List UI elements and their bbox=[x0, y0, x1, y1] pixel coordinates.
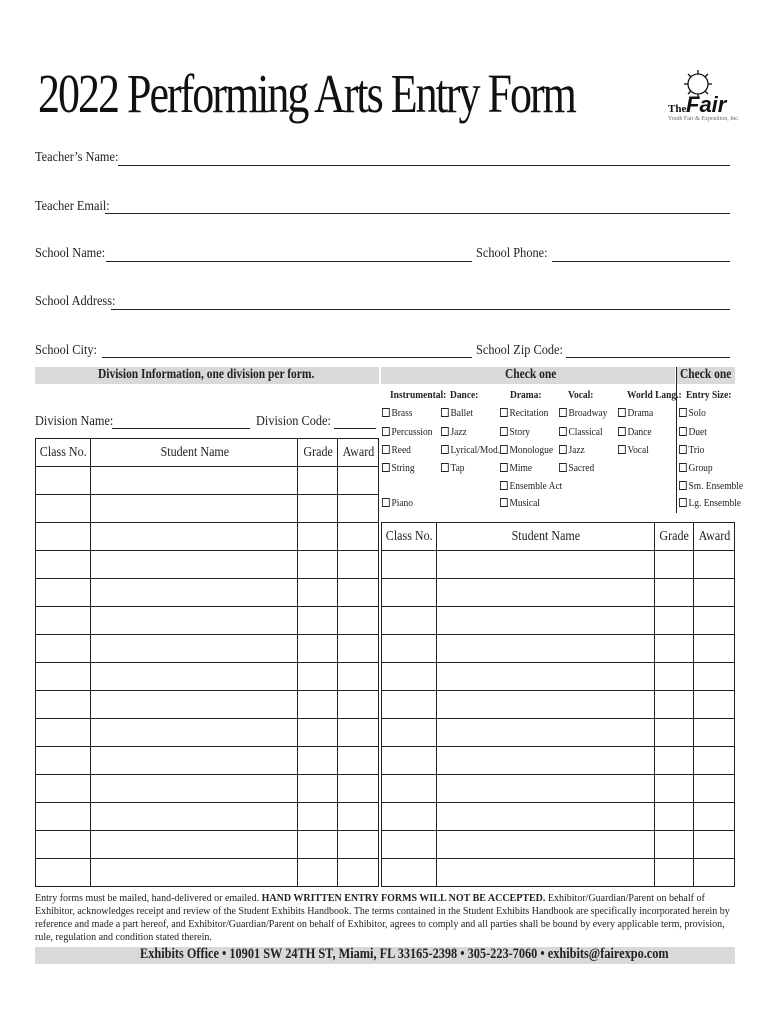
notice-start: Entry forms must be mailed, hand-delivered or emailed. bbox=[35, 893, 262, 904]
checkbox-vocal-jazz[interactable]: Jazz bbox=[559, 444, 585, 456]
entry-cell[interactable] bbox=[437, 551, 655, 579]
entry-cell[interactable] bbox=[437, 719, 655, 747]
award-header: Award bbox=[338, 439, 379, 467]
school-phone-label: School Phone: bbox=[476, 246, 548, 261]
table-row bbox=[382, 831, 735, 859]
entry-cell[interactable] bbox=[338, 747, 379, 775]
entry-cell[interactable] bbox=[91, 663, 298, 691]
entry-cell[interactable] bbox=[36, 859, 91, 887]
page-title: 2022 Performing Arts Entry Form bbox=[38, 63, 575, 124]
table-row bbox=[382, 551, 735, 579]
checkbox-duet[interactable]: Duet bbox=[679, 426, 707, 438]
entry-cell[interactable] bbox=[655, 719, 694, 747]
checkbox-lyrical-mod[interactable]: Lyrical/Mod. bbox=[441, 444, 500, 456]
entry-cell[interactable] bbox=[338, 495, 379, 523]
checkbox-solo[interactable]: Solo bbox=[679, 407, 706, 419]
entry-cell[interactable] bbox=[298, 579, 338, 607]
entry-cell[interactable] bbox=[36, 831, 91, 859]
entry-cell[interactable] bbox=[298, 467, 338, 495]
entry-cell[interactable] bbox=[655, 551, 694, 579]
check-one-label-right: Check one bbox=[680, 367, 732, 382]
entry-cell[interactable] bbox=[338, 831, 379, 859]
left-entry-table bbox=[35, 438, 379, 887]
right-table-header-row bbox=[382, 523, 735, 551]
checkbox-piano[interactable]: Piano bbox=[382, 497, 413, 509]
table-row bbox=[382, 607, 735, 635]
table-row bbox=[382, 719, 735, 747]
checkbox-classical[interactable]: Classical bbox=[559, 426, 603, 438]
table-row bbox=[382, 579, 735, 607]
table-row bbox=[382, 747, 735, 775]
entry-cell[interactable] bbox=[437, 803, 655, 831]
checkbox-recitation[interactable]: Recitation bbox=[500, 407, 548, 419]
entry-cell[interactable] bbox=[298, 635, 338, 663]
checkbox-sacred[interactable]: Sacred bbox=[559, 462, 594, 474]
entry-cell[interactable] bbox=[36, 719, 91, 747]
school-address-field[interactable] bbox=[111, 309, 730, 310]
entry-cell[interactable] bbox=[91, 579, 298, 607]
drama-header: Drama: bbox=[510, 389, 542, 401]
table-row bbox=[36, 607, 379, 635]
footer-notice bbox=[35, 892, 737, 944]
award-header: Award bbox=[694, 523, 735, 551]
entry-cell[interactable] bbox=[36, 775, 91, 803]
entry-cell[interactable] bbox=[298, 691, 338, 719]
school-address-label: School Address: bbox=[35, 294, 116, 309]
entry-cell[interactable] bbox=[91, 523, 298, 551]
svg-text:The: The bbox=[668, 103, 687, 115]
entry-cell[interactable] bbox=[91, 495, 298, 523]
table-row bbox=[36, 719, 379, 747]
checkbox-reed[interactable]: Reed bbox=[382, 444, 411, 456]
checkbox-string[interactable]: String bbox=[382, 462, 415, 474]
entry-cell[interactable] bbox=[36, 607, 91, 635]
checkbox-wl-dance[interactable]: Dance bbox=[618, 426, 652, 438]
entry-cell[interactable] bbox=[655, 663, 694, 691]
entry-cell[interactable] bbox=[338, 551, 379, 579]
entry-cell[interactable] bbox=[437, 747, 655, 775]
left-table-header-row bbox=[36, 439, 379, 467]
table-row bbox=[36, 831, 379, 859]
entry-cell[interactable] bbox=[36, 691, 91, 719]
table-row bbox=[36, 747, 379, 775]
entry-cell[interactable] bbox=[382, 747, 437, 775]
table-row bbox=[36, 859, 379, 887]
check-one-label-left: Check one bbox=[505, 367, 557, 382]
table-row bbox=[36, 775, 379, 803]
entry-cell[interactable] bbox=[298, 775, 338, 803]
checkbox-group[interactable]: Group bbox=[679, 462, 713, 474]
entry-cell[interactable] bbox=[298, 495, 338, 523]
teacher-email-label: Teacher Email: bbox=[35, 199, 110, 214]
table-row bbox=[382, 635, 735, 663]
table-row bbox=[36, 467, 379, 495]
entry-cell[interactable] bbox=[91, 831, 298, 859]
division-name-field[interactable] bbox=[112, 428, 250, 429]
school-phone-field[interactable] bbox=[552, 261, 730, 262]
entry-cell[interactable] bbox=[694, 831, 735, 859]
school-city-label: School City: bbox=[35, 343, 97, 358]
entry-cell[interactable] bbox=[382, 775, 437, 803]
checkbox-dance-jazz[interactable]: Jazz bbox=[441, 426, 467, 438]
entry-cell[interactable] bbox=[694, 635, 735, 663]
entry-cell[interactable] bbox=[36, 551, 91, 579]
entry-cell[interactable] bbox=[91, 607, 298, 635]
entry-cell[interactable] bbox=[382, 579, 437, 607]
entry-cell[interactable] bbox=[382, 663, 437, 691]
entry-cell[interactable] bbox=[655, 635, 694, 663]
entry-cell[interactable] bbox=[694, 859, 735, 887]
entry-cell[interactable] bbox=[338, 803, 379, 831]
entry-cell[interactable] bbox=[655, 607, 694, 635]
school-zip-field[interactable] bbox=[566, 357, 730, 358]
entry-cell[interactable] bbox=[382, 803, 437, 831]
entry-cell[interactable] bbox=[338, 635, 379, 663]
entry-cell[interactable] bbox=[655, 691, 694, 719]
entry-cell[interactable] bbox=[694, 803, 735, 831]
entry-cell[interactable] bbox=[298, 859, 338, 887]
fair-logo-icon bbox=[668, 68, 728, 120]
entry-cell[interactable] bbox=[36, 803, 91, 831]
student-name-header: Student Name bbox=[91, 439, 298, 467]
entry-cell[interactable] bbox=[91, 859, 298, 887]
entry-cell[interactable] bbox=[338, 691, 379, 719]
table-row bbox=[382, 859, 735, 887]
dance-header: Dance: bbox=[450, 389, 479, 401]
entry-cell[interactable] bbox=[655, 803, 694, 831]
teacher-email-field[interactable] bbox=[105, 213, 730, 214]
entry-cell[interactable] bbox=[36, 663, 91, 691]
vocal-header: Vocal: bbox=[568, 389, 594, 401]
class-no-header: Class No. bbox=[36, 439, 91, 467]
entry-cell[interactable] bbox=[298, 551, 338, 579]
entry-cell[interactable] bbox=[91, 747, 298, 775]
table-row bbox=[36, 635, 379, 663]
entry-cell[interactable] bbox=[655, 579, 694, 607]
checkbox-sm-ensemble[interactable]: Sm. Ensemble bbox=[679, 480, 743, 492]
table-row bbox=[382, 803, 735, 831]
entry-cell[interactable] bbox=[36, 495, 91, 523]
checkbox-ballet[interactable]: Ballet bbox=[441, 407, 473, 419]
entry-cell[interactable] bbox=[338, 775, 379, 803]
table-row bbox=[382, 775, 735, 803]
entry-cell[interactable] bbox=[694, 607, 735, 635]
checkbox-percussion[interactable]: Percussion bbox=[382, 426, 432, 438]
entry-cell[interactable] bbox=[437, 691, 655, 719]
right-entry-table bbox=[381, 522, 735, 887]
teacher-name-field[interactable] bbox=[118, 165, 730, 166]
entry-cell[interactable] bbox=[437, 831, 655, 859]
division-code-field[interactable] bbox=[334, 428, 376, 429]
checkbox-tap[interactable]: Tap bbox=[441, 462, 465, 474]
entry-cell[interactable] bbox=[91, 467, 298, 495]
entry-cell[interactable] bbox=[655, 775, 694, 803]
entry-cell[interactable] bbox=[298, 803, 338, 831]
entry-cell[interactable] bbox=[36, 523, 91, 551]
checkbox-trio[interactable]: Trio bbox=[679, 444, 704, 456]
checkbox-musical[interactable]: Musical bbox=[500, 497, 540, 509]
entry-cell[interactable] bbox=[382, 831, 437, 859]
school-name-field[interactable] bbox=[106, 261, 472, 262]
entry-cell[interactable] bbox=[338, 859, 379, 887]
class-no-header: Class No. bbox=[382, 523, 437, 551]
entry-cell[interactable] bbox=[694, 691, 735, 719]
entry-cell[interactable] bbox=[437, 859, 655, 887]
instrumental-header: Instrumental: bbox=[390, 389, 447, 401]
entry-cell[interactable] bbox=[298, 747, 338, 775]
entry-cell[interactable] bbox=[382, 551, 437, 579]
checkbox-monologue[interactable]: Monologue bbox=[500, 444, 553, 456]
svg-text:Fair: Fair bbox=[686, 92, 727, 117]
entry-cell[interactable] bbox=[298, 719, 338, 747]
entry-cell[interactable] bbox=[437, 635, 655, 663]
office-contact: Exhibits Office • 10901 SW 24TH ST, Miami, FL 33165-2398 • 305-223-7060 • exhibits@fairexpo.com bbox=[140, 946, 669, 962]
table-row bbox=[382, 663, 735, 691]
entry-cell[interactable] bbox=[338, 607, 379, 635]
division-name-label: Division Name: bbox=[35, 414, 114, 429]
entry-cell[interactable] bbox=[91, 803, 298, 831]
world-lang-header: World Lang.: bbox=[627, 389, 682, 401]
checkbox-story[interactable]: Story bbox=[500, 426, 530, 438]
entry-cell[interactable] bbox=[91, 691, 298, 719]
school-city-field[interactable] bbox=[102, 357, 472, 358]
table-row bbox=[36, 691, 379, 719]
entry-cell[interactable] bbox=[338, 579, 379, 607]
entry-cell[interactable] bbox=[382, 635, 437, 663]
entry-cell[interactable] bbox=[338, 523, 379, 551]
entry-cell[interactable] bbox=[36, 635, 91, 663]
entry-cell[interactable] bbox=[437, 775, 655, 803]
entry-cell[interactable] bbox=[655, 747, 694, 775]
notice-bold: HAND WRITTEN ENTRY FORMS WILL NOT BE ACCEPTED. bbox=[261, 893, 546, 904]
school-zip-label: School Zip Code: bbox=[476, 343, 563, 358]
entry-cell[interactable] bbox=[437, 579, 655, 607]
checkbox-lg-ensemble[interactable]: Lg. Ensemble bbox=[679, 497, 741, 509]
checkbox-brass[interactable]: Brass bbox=[382, 407, 412, 419]
entry-cell[interactable] bbox=[694, 663, 735, 691]
entry-cell[interactable] bbox=[694, 579, 735, 607]
table-row bbox=[36, 523, 379, 551]
entry-cell[interactable] bbox=[298, 831, 338, 859]
entry-cell[interactable] bbox=[382, 859, 437, 887]
entry-cell[interactable] bbox=[382, 691, 437, 719]
entry-cell[interactable] bbox=[382, 607, 437, 635]
checkbox-broadway[interactable]: Broadway bbox=[559, 407, 607, 419]
entry-cell[interactable] bbox=[338, 663, 379, 691]
entry-cell[interactable] bbox=[91, 551, 298, 579]
entry-cell[interactable] bbox=[36, 747, 91, 775]
school-name-label: School Name: bbox=[35, 246, 106, 261]
entry-cell[interactable] bbox=[91, 775, 298, 803]
entry-cell[interactable] bbox=[36, 579, 91, 607]
student-name-header: Student Name bbox=[437, 523, 655, 551]
entry-cell[interactable] bbox=[91, 719, 298, 747]
logo-tagline: Youth Fair & Exposition, Inc. bbox=[668, 116, 740, 122]
grade-header: Grade bbox=[655, 523, 694, 551]
division-info-label: Division Information, one division per form. bbox=[98, 367, 315, 382]
checkbox-wl-vocal[interactable]: Vocal bbox=[618, 444, 649, 456]
entry-cell[interactable] bbox=[694, 775, 735, 803]
entry-cell[interactable] bbox=[338, 467, 379, 495]
entry-size-header: Entry Size: bbox=[686, 389, 732, 401]
entry-cell[interactable] bbox=[298, 607, 338, 635]
notice-end: Exhibitor/Guardian/Parent on behalf of Exhibitor, acknowledges receipt and review of the Student Exhibits Handbook. The terms contained in the Student Exhibits Handbook are specifically incorporated herein by reference and made a part hereof, and Exhibitor/Guardian/Parent on behalf of Exhibitor, agrees to comply and all parties shall be bound by every applicable term, provision, rule, regulation and condition stated therein. bbox=[35, 893, 730, 943]
entry-cell[interactable] bbox=[298, 663, 338, 691]
entry-cell[interactable] bbox=[655, 859, 694, 887]
grade-header: Grade bbox=[298, 439, 338, 467]
entry-cell[interactable] bbox=[694, 747, 735, 775]
table-row bbox=[36, 579, 379, 607]
table-row bbox=[36, 551, 379, 579]
entry-cell[interactable] bbox=[694, 551, 735, 579]
table-row bbox=[36, 803, 379, 831]
table-row bbox=[36, 663, 379, 691]
division-code-label: Division Code: bbox=[256, 414, 331, 429]
fair-logo bbox=[668, 68, 728, 120]
entry-cell[interactable] bbox=[694, 719, 735, 747]
entry-cell[interactable] bbox=[437, 607, 655, 635]
table-row bbox=[382, 691, 735, 719]
entry-cell[interactable] bbox=[36, 467, 91, 495]
entry-cell[interactable] bbox=[298, 523, 338, 551]
entry-cell[interactable] bbox=[382, 719, 437, 747]
entry-cell[interactable] bbox=[655, 831, 694, 859]
checkbox-ensemble-act[interactable]: Ensemble Act bbox=[500, 480, 562, 492]
entry-cell[interactable] bbox=[437, 663, 655, 691]
entry-cell[interactable] bbox=[338, 719, 379, 747]
checkbox-mime[interactable]: Mime bbox=[500, 462, 532, 474]
entry-cell[interactable] bbox=[91, 635, 298, 663]
checkbox-wl-drama[interactable]: Drama bbox=[618, 407, 653, 419]
table-row bbox=[36, 495, 379, 523]
teacher-name-label: Teacher’s Name: bbox=[35, 150, 119, 165]
